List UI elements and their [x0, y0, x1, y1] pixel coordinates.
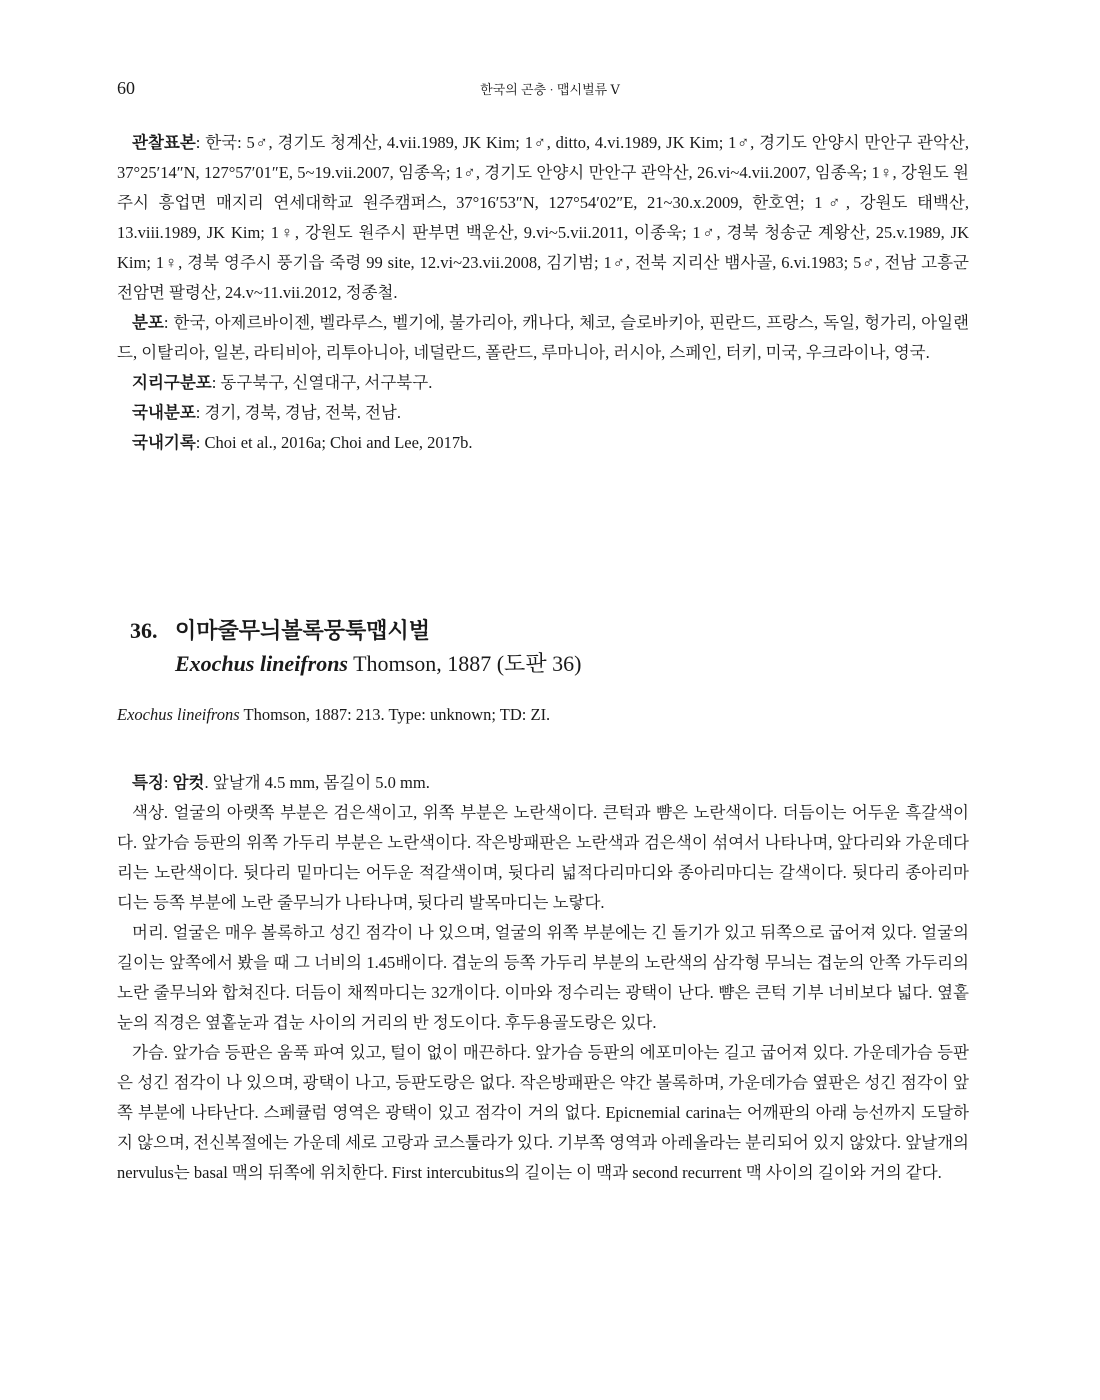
geo-distribution: 지리구분포: 동구북구, 신열대구, 서구북구.	[132, 373, 433, 392]
species-authority: Thomson, 1887	[353, 651, 492, 676]
reference-line	[117, 705, 550, 725]
domestic-records-label: 국내기록	[132, 433, 196, 452]
distribution-label: 분포	[132, 313, 164, 332]
domestic-records: 국내기록: Choi et al., 2016a; Choi and Lee, 2017b.	[132, 433, 473, 452]
domestic-distribution-text: 경기, 경북, 경남, 전북, 전남.	[204, 403, 401, 422]
characters-measurements: 앞날개 4.5 mm, 몸길이 5.0 mm.	[212, 773, 430, 792]
examined-specimens: 관찰표본: 한국: 5♂, 경기도 청계산, 4.vii.1989, JK Kim; 1♂, ditto, 4.vi.1989, JK Kim; 1♂, 경기도 안양시 만안구 관악산, 37°25′14″N, 127°57′01″E, 5~19.vii.2007, 임종옥; 1♂, 경기도 안양시 만안구 관악산, 26.vi~4.vii.2007, 임종옥; 1♀, 강원도 원주시 흥업면 매지리 연세대학교 원주캠퍼스, 37°16′53″N, 127°54′02″E, 21~30.x.2009, 한호연; 1♂, 강원도 태백산, 13.viii.1989, JK Kim; 1♀, 강원도 원주시 판부면 백운산, 9.vi~5.vii.2011, 이종욱; 1♂, 경북 청송군 계왕산, 25.v.1989, JK Kim; 1♀, 경북 영주시 풍기읍 죽령 99 site, 12.vi~23.vii.2008, 김기범; 1♂, 전북 지리산 뱀사골, 6.vi.1983; 5♂, 전남 고흥군 전암면 팔령산, 24.v~11.vii.2012, 정종철.	[117, 133, 969, 302]
description-block	[117, 768, 969, 1188]
domestic-distribution: 국내분포: 경기, 경북, 경남, 전북, 전남.	[132, 403, 401, 422]
distribution: 분포: 한국, 아제르바이젠, 벨라루스, 벨기에, 불가리아, 캐나다, 체코, 슬로바키아, 핀란드, 프랑스, 독일, 헝가리, 아일랜드, 이탈리아, 일본, 라티비아, 리투아니아, 네덜란드, 폴란드, 루마니아, 러시아, 스페인, 터키, 미국, 우크라이나, 영국.	[117, 313, 969, 362]
species-korean-name: 이마줄무늬볼록뭉툭맵시벌	[175, 618, 431, 643]
domestic-records-text: Choi et al., 2016a; Choi and Lee, 2017b.	[204, 433, 473, 452]
species-title-korean	[130, 614, 581, 647]
domestic-distribution-label: 국내분포	[132, 403, 196, 422]
geo-distribution-text: 동구북구, 신열대구, 서구북구.	[220, 373, 433, 392]
examined-specimens-label: 관찰표본	[132, 133, 196, 152]
geo-distribution-label: 지리구분포	[132, 373, 212, 392]
distribution-text: 한국, 아제르바이젠, 벨라루스, 벨기에, 불가리아, 캐나다, 체코, 슬로바키아, 핀란드, 프랑스, 독일, 헝가리, 아일랜드, 이탈리아, 일본, 라티비아, 리투아니아, 네덜란드, 폴란드, 루마니아, 러시아, 스페인, 터키, 미국, 우크라이나, 영국.	[117, 313, 969, 362]
characters-line: 특징: 암컷. 앞날개 4.5 mm, 몸길이 5.0 mm.	[132, 773, 430, 792]
species-scientific-name: Exochus lineifrons	[175, 651, 348, 676]
running-header: 한국의 곤충 · 맵시벌류 Ⅴ	[480, 82, 620, 97]
reference-text: Thomson, 1887: 213. Type: unknown; TD: ZI.	[243, 705, 551, 724]
description-paragraph: 색상. 얼굴의 아랫쪽 부분은 검은색이고, 위쪽 부분은 노란색이다. 큰턱과 뺨은 노란색이다. 더듬이는 어두운 흑갈색이다. 앞가슴 등판의 위쪽 가두리 부분은 노란색이다. 작은방패판은 노란색과 검은색이 섞여서 나타나며, 앞다리와 가운데다리는 노란색이다. 뒷다리 밑마디는 어두운 적갈색이며, 뒷다리 넓적다리마디와 종아리마디는 갈색이다. 뒷다리 종아리마디는 등쪽 부분에 노란 줄무늬가 나타나며, 뒷다리 발목마디는 노랗다.	[117, 803, 969, 912]
page-number: 60	[117, 78, 135, 98]
reference-name: Exochus lineifrons	[117, 705, 240, 724]
description-paragraph: 머리. 얼굴은 매우 볼록하고 성긴 점각이 나 있으며, 얼굴의 위쪽 부분에는 긴 돌기가 있고 뒤쪽으로 굽어져 있다. 얼굴의 길이는 앞쪽에서 봤을 때 그 너비의 1.45배이다. 겹눈의 등쪽 가두리 부분의 노란색의 삼각형 무늬는 겹눈의 안쪽 가두리의 노란 줄무늬와 합쳐진다. 더듬이 채찍마디는 32개이다. 이마와 정수리는 광택이 난다. 뺨은 큰턱 기부 너비보다 넓다. 옆홑눈의 직경은 옆홑눈과 겹눈 사이의 거리의 반 정도이다. 후두용골도랑은 있다.	[117, 923, 969, 1032]
characters-label: 특징	[132, 773, 164, 792]
characters-sex: 암컷	[172, 773, 205, 792]
description-paragraph: 가슴. 앞가슴 등판은 움푹 파여 있고, 털이 없이 매끈하다. 앞가슴 등판의 에포미아는 길고 굽어져 있다. 가운데가슴 등판은 성긴 점각이 나 있으며, 광택이 나고, 등판도랑은 없다. 작은방패판은 약간 볼록하며, 가운데가슴 옆판은 성긴 점각이 앞쪽 부분에 나타난다. 스페큘럼 영역은 광택이 있고 점각이 거의 없다. Epicnemial carina는 어깨판의 아래 능선까지 도달하지 않으며, 전신복절에는 가운데 세로 고랑과 코스툴라가 있다. 기부쪽 영역과 아레올라는 분리되어 있지 않았다. 앞날개의 nervulus는 basal 맥의 뒤쪽에 위치한다. First intercubitus의 길이는 이 맥과 second recurrent 맥 사이의 길이와 거의 같다.	[117, 1043, 969, 1182]
species-heading	[130, 614, 581, 680]
examined-specimens-text: 한국: 5♂, 경기도 청계산, 4.vii.1989, JK Kim; 1♂, ditto, 4.vi.1989, JK Kim; 1♂, 경기도 안양시 만안구 관악산, 37°25′14″N, 127°57′01″E, 5~19.vii.2007, 임종옥; 1♂, 경기도 안양시 만안구 관악산, 26.vi~4.vii.2007, 임종옥; 1♀, 강원도 원주시 흥업면 매지리 연세대학교 원주캠퍼스, 37°16′53″N, 127°54′02″E, 21~30.x.2009, 한호연; 1♂, 강원도 태백산, 13.viii.1989, JK Kim; 1♀, 강원도 원주시 판부면 백운산, 9.vi~5.vii.2011, 이종욱; 1♂, 경북 청송군 계왕산, 25.v.1989, JK Kim; 1♀, 경북 영주시 풍기읍 죽령 99 site, 12.vi~23.vii.2008, 김기범; 1♂, 전북 지리산 뱀사골, 6.vi.1983; 5♂, 전남 고흥군 전암면 팔령산, 24.v~11.vii.2012, 정종철.	[117, 133, 969, 302]
species-title-scientific	[130, 647, 581, 680]
species-number: 36.	[130, 618, 158, 643]
specimen-data-block	[117, 128, 969, 458]
species-plate: (도판 36)	[496, 651, 582, 676]
